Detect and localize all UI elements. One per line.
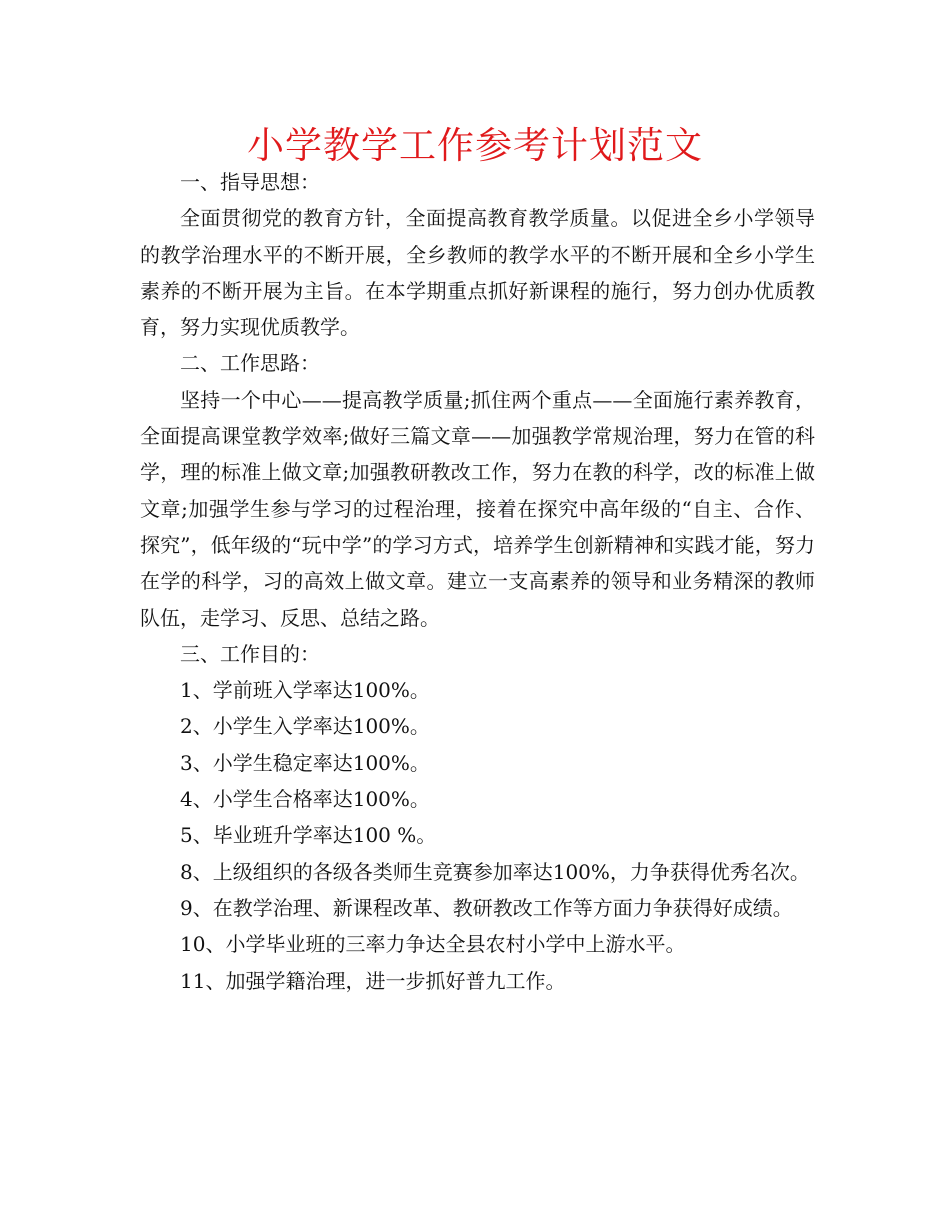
paragraph-guiding-ideology: 全面贯彻党的教育方针，全面提高教育教学质量。以促进全乡小学领导的教学治理水平的不断开展，全乡教师的教学水平的不断开展和全乡小学生素养的不断开展为主旨。在本学期重点抓好新课程的施行，努力创办优质教育，努力实现优质教学。 (140, 206, 815, 340)
section-heading-work-goals: 三、工作目的： (180, 641, 320, 666)
section-heading-guiding-ideology: 一、指导思想： (180, 170, 320, 194)
goal-item: 11、加强学籍治理，进一步抓好普九工作。 (180, 968, 566, 993)
goal-item: 2、小学生入学率达100%。 (180, 714, 430, 739)
document-title: 小学教学工作参考计划范文 (247, 124, 703, 167)
goal-item: 9、在教学治理、新课程改革、教研教改工作等方面力争获得好成绩。 (180, 895, 793, 920)
document-body (140, 164, 815, 999)
section-heading-work-approach: 二、工作思路： (180, 351, 320, 376)
goal-item: 5、毕业班升学率达100 %。 (180, 823, 437, 848)
goal-item: 1、学前班入学率达100%。 (180, 678, 430, 703)
paragraph-work-approach: 坚持一个中心——提高教学质量;抓住两个重点——全面施行素养教育，全面提高课堂教学效率;做好三篇文章——加强教学常规治理，努力在管的科学，理的标准上做文章;加强教研教改工作，努力在教的科学，改的标准上做文章;加强学生参与学习的过程治理，接着在探究中高年级的“自主、合作、探究”，低年级的“玩中学”的学习方式，培养学生创新精神和实践才能，努力在学的科学，习的高效上做文章。建立一支高素养的领导和业务精深的教师队伍，走学习、反思、总结之路。 (140, 387, 815, 630)
goal-item: 8、上级组织的各级各类师生竞赛参加率达100%，力争获得优秀名次。 (180, 859, 810, 884)
goal-item: 4、小学生合格率达100%。 (180, 787, 430, 812)
goal-item: 3、小学生稳定率达100%。 (180, 750, 430, 775)
goal-item: 10、小学毕业班的三率力争达全县农村小学中上游水平。 (180, 932, 686, 957)
